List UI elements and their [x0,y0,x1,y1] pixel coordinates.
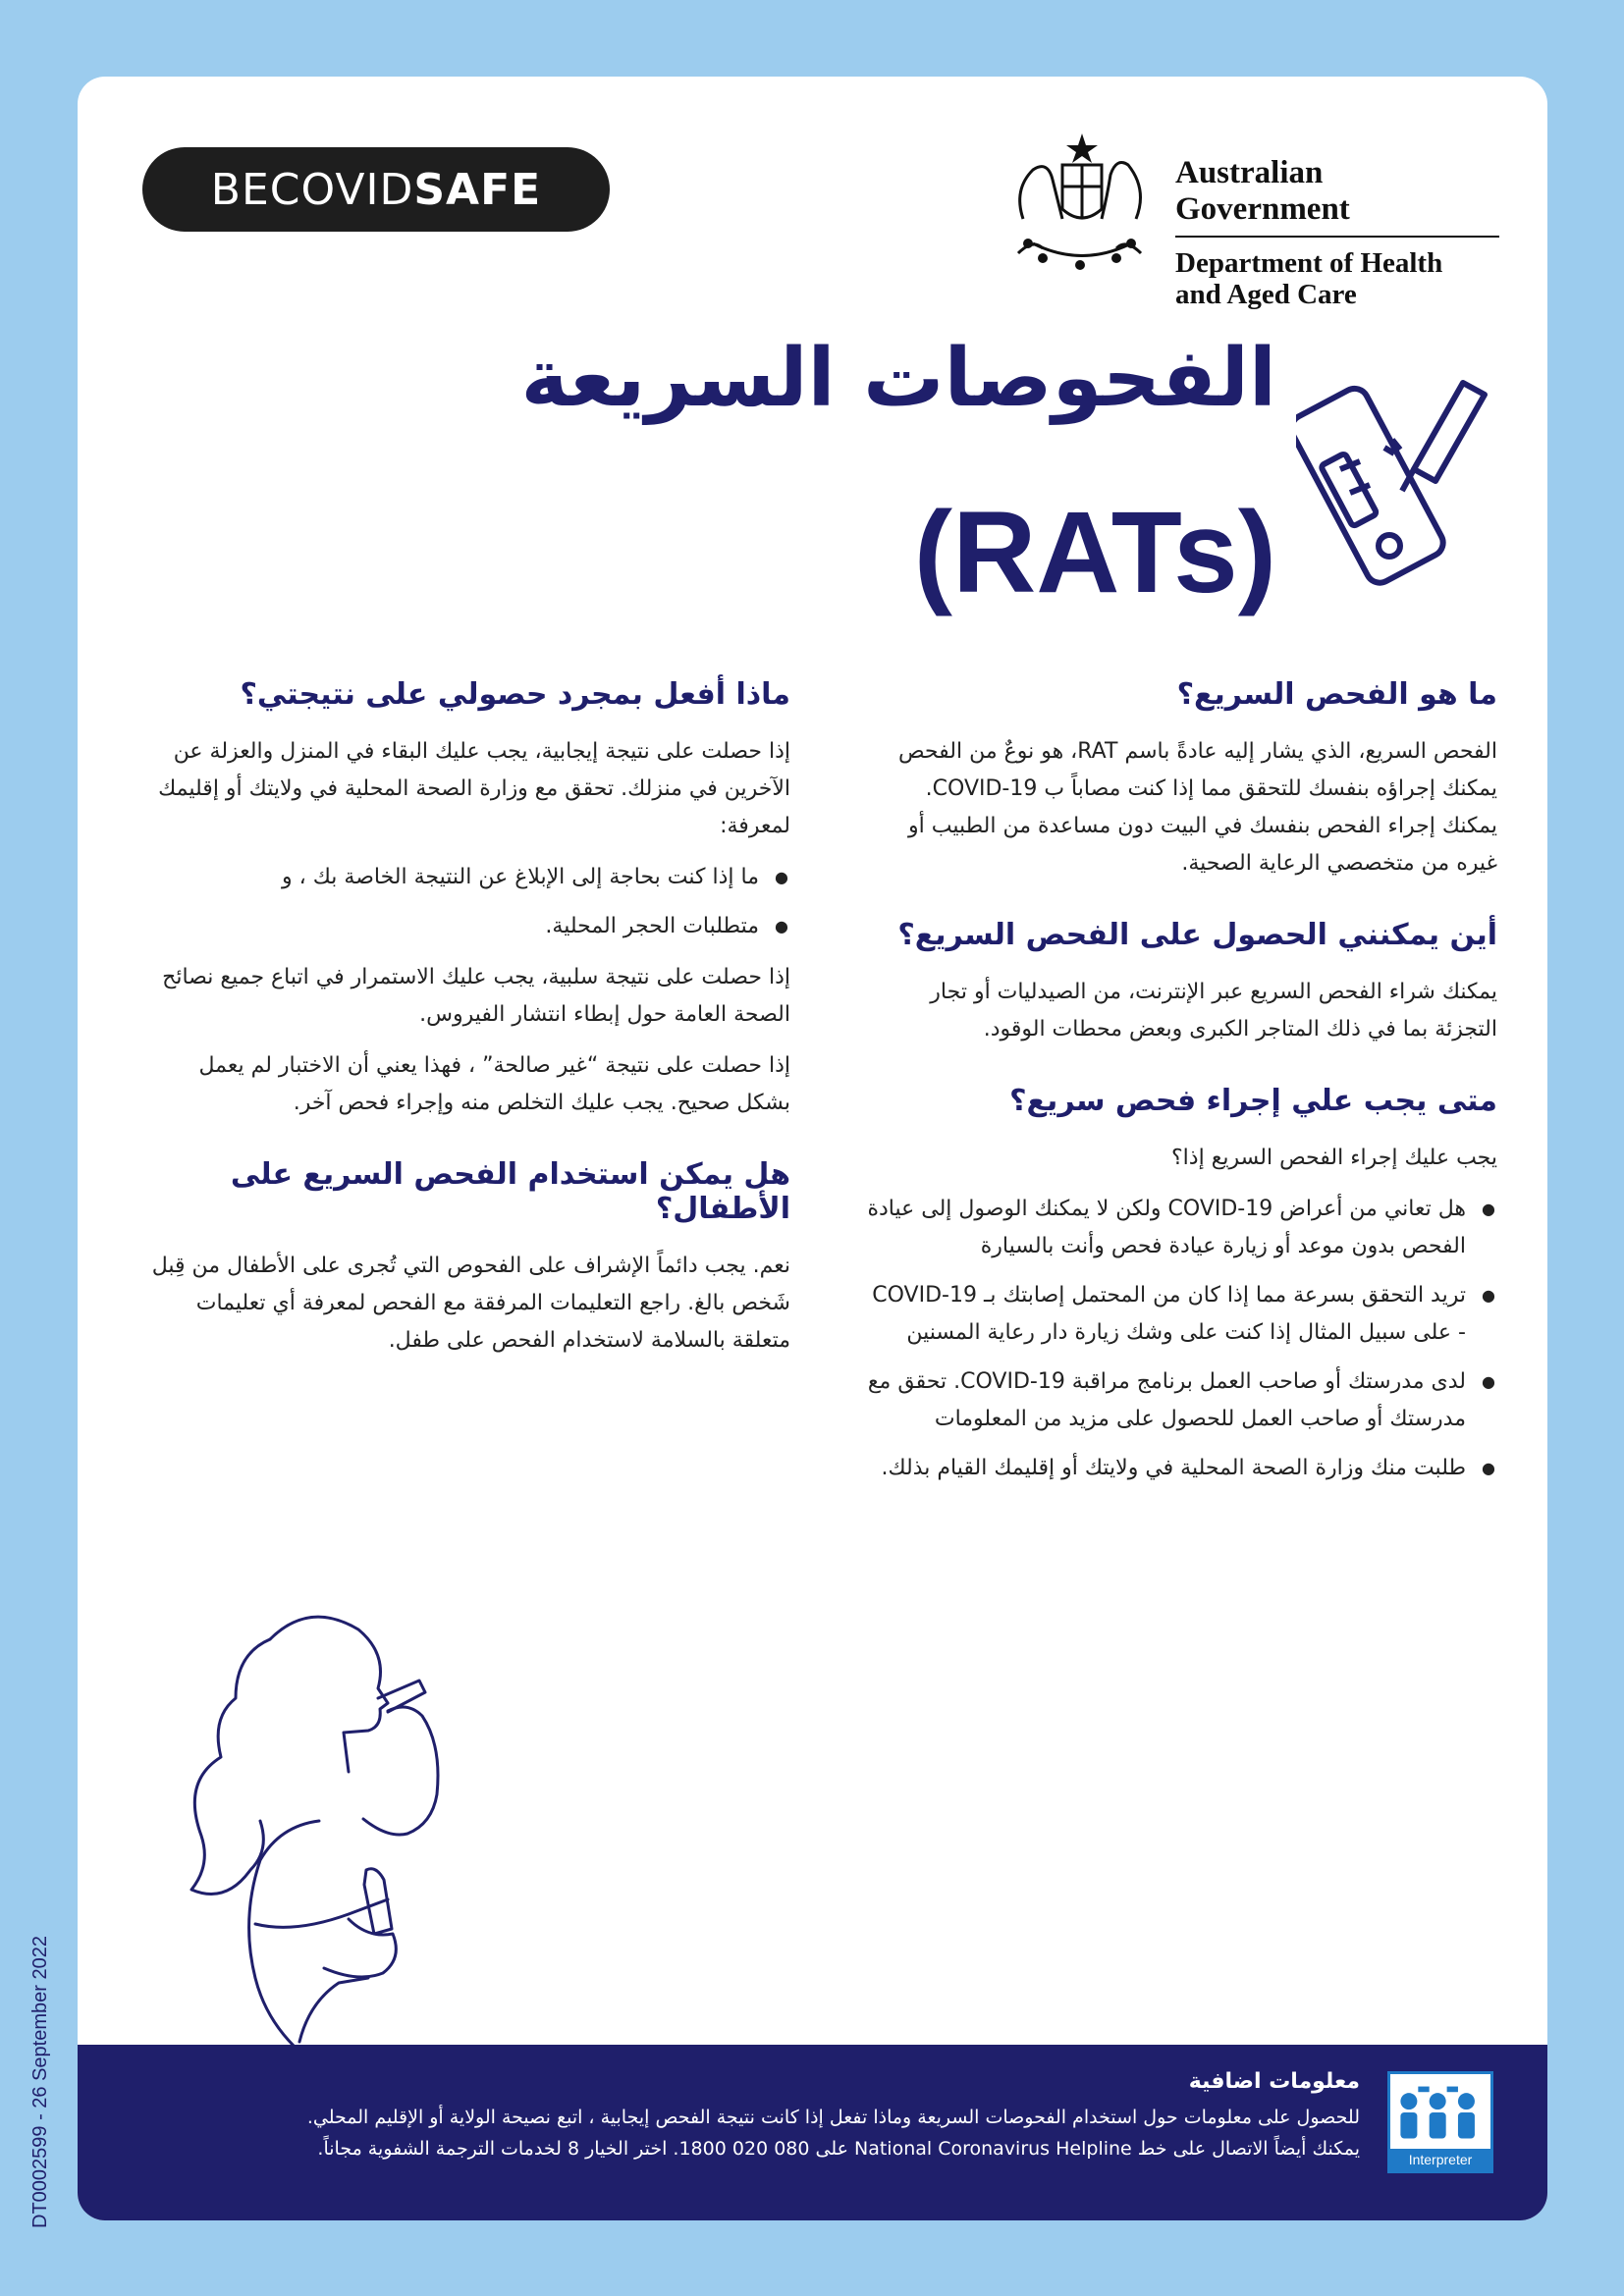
list-item: ● طلبت منك وزارة الصحة المحلية في ولايتك أو إقليمك القيام بذلك. [864,1450,1466,1487]
interpreter-people-icon [1390,2074,1490,2151]
list-item: ● ما إذا كنت بحاجة إلى الإبلاغ عن النتيجة الخاصة بك ، و [142,859,759,896]
heading-when: متى يجب علي إجراء فحص سريع؟ [1009,1084,1497,1118]
text-children: نعم. يجب دائماً الإشراف على الفحوص التي تُجرى على الأطفال من قِبل شَخص بالغ. راجع التعليمات المرفقة مع الفحص لمعرفة أي تعليمات متعلقة بالسلامة لاستخدام الفحص على طفل. [151,1254,790,1353]
text-what: الفحص السريع، الذي يشار إليه عادةً باسم RAT، هو نوعٌ من الفحص يمكنك إجراؤه بنفسك للتحقق مما إذا كنت مصاباً ب COVID-19. يمكنك إجراء الفحص بنفسك في البيت دون مساعدة من الطبيب أو غيره من متخصصي الرعاية الصحية. [897,739,1497,876]
section-children [142,1157,790,1360]
text-result-invalid: إذا حصلت على نتيجة “غير صالحة” ، فهذا يعني أن الاختبار لم يعمل بشكل صحيح. يجب عليك التخلص منه وإجراء فحص آخر. [198,1053,790,1115]
document-code: DT0002599 - 26 September 2022 [29,1936,51,2228]
page-title-english: (RATs) [913,488,1276,617]
gov-line2: Department of Health [1175,247,1443,279]
list-item: ● هل تعاني من أعراض COVID-19 ولكن لا يمكنك الوصول إلى عيادة الفحص بدون موعد أو زيارة عيادة فحص وأنت بالسيارة [864,1191,1466,1265]
text-when-intro: يجب عليك إجراء الفحص السريع إذا؟ [1171,1146,1497,1170]
page-title-arabic: الفحوصات السريعة [520,332,1276,425]
text-where: يمكنك شراء الفحص السريع عبر الإنترنت، من الصيدليات أو تجار التجزئة بما في ذلك المتاجر الكبرى وبعض محطات الوقود. [930,980,1497,1041]
section-what [864,677,1497,882]
footer-body: للحصول على معلومات حول استخدام الفحوصات السريعة وماذا تفعل إذا كانت نتيجة الفحص إيجابية ، اتبع نصيحة الولاية أو الإقليم المحلي. يمكنك أيضاً الاتصال على خط National Coronavirus Helpline على 080 020 1800. اختر الخيار 8 لخدمات الترجمة الشفوية مجاناً. [306,2107,1360,2160]
section-result [142,677,790,1122]
footer-heading: معلومات اضافية [1188,2069,1360,2094]
coat-of-arms-icon [994,126,1165,283]
gov-line1: Australian Government [1175,155,1499,238]
text-result-negative: إذا حصلت على نتيجة سلبية، يجب عليك الاستمرار في اتباع جميع نصائح الصحة العامة حول إبطاء انتشار الفيروس. [162,965,790,1027]
section-when [864,1084,1497,1487]
rapid-test-icon [1296,353,1492,589]
gov-line3: and Aged Care [1175,279,1357,310]
government-logo [994,126,1504,310]
section-where [864,918,1497,1048]
heading-children: هل يمكن استخدام الفحص السريع على الأطفال؟ [230,1157,790,1226]
list-item: ● لدى مدرستك أو صاحب العمل برنامج مراقبة COVID-19. تحقق مع مدرستك أو صاحب العمل للحصول على مزيد من المعلومات [864,1363,1466,1438]
right-column [864,677,1497,1522]
footer-text [295,2069,1360,2164]
be-covidsafe-badge [142,147,610,232]
heading-where: أين يمكنني الحصول على الفحص السريع؟ [897,918,1497,952]
list-item: ● تريد التحقق بسرعة مما إذا كان من المحتمل إصابتك بـ COVID-19 - على سبيل المثال إذا كنت على وشك زيارة دار رعاية المسنين [864,1277,1466,1352]
badge-safe: SAFE [413,164,542,215]
left-column [142,677,790,1395]
badge-covid: COVID [269,164,414,215]
interpreter-label: Interpreter [1390,2149,1490,2170]
government-text [1175,155,1499,310]
list-result [142,859,790,945]
heading-result: ماذا أفعل بمجرد حصولي على نتيجتي؟ [240,677,790,712]
woman-testing-illustration [152,1600,545,2047]
list-when [864,1191,1497,1487]
heading-what: ما هو الفحص السريع؟ [1176,677,1497,712]
interpreter-icon [1387,2071,1493,2173]
badge-be: BE [210,164,270,215]
text-result-positive: إذا حصلت على نتيجة إيجابية، يجب عليك البقاء في المنزل والعزلة عن الآخرين في منزلك. تحقق مع وزارة الصحة المحلية في ولايتك أو إقليمك لمعرفة: [158,739,790,838]
list-item: ● متطلبات الحجر المحلية. [142,908,759,945]
